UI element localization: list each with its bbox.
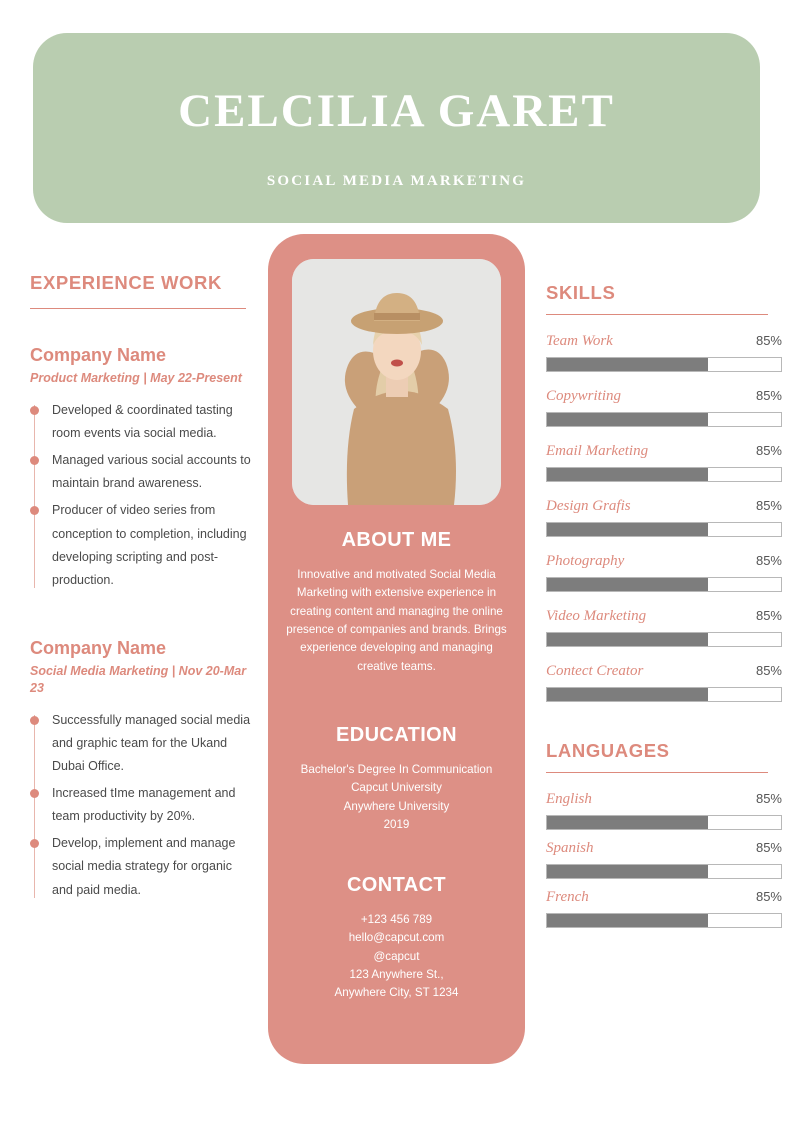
skill-item [546, 388, 782, 427]
experience-item [30, 345, 252, 592]
experience-role: Product Marketing | May 22-Present [30, 371, 242, 385]
skill-percent: 85% [755, 443, 782, 458]
skill-label: Contect Creator [546, 663, 644, 679]
language-percent: 85% [755, 791, 782, 806]
skill-percent: 85% [755, 608, 782, 623]
experience-bullet-list [30, 399, 252, 592]
skill-percent: 85% [755, 663, 782, 678]
education-line: Anywhere University [343, 799, 450, 813]
language-bar [546, 815, 782, 830]
language-bar [546, 864, 782, 879]
education-block [268, 724, 525, 834]
education-lines [268, 761, 525, 834]
experience-company: Company Name [30, 345, 167, 365]
skill-bar [546, 522, 782, 537]
experience-item [30, 638, 252, 902]
profile-card [268, 234, 525, 1064]
contact-title: CONTACT [346, 874, 447, 896]
about-title: ABOUT ME [341, 529, 452, 551]
education-line: Capcut University [351, 781, 442, 795]
list-item: Successfully managed social media and graphic team for the Ukand Dubai Office. [30, 709, 252, 778]
skill-label: Photography [546, 553, 625, 569]
skill-percent: 85% [755, 553, 782, 568]
language-label: English [546, 791, 592, 807]
experience-section [30, 272, 252, 906]
list-item: Increased tIme management and team productivity by 20%. [30, 782, 252, 828]
language-item [546, 840, 782, 879]
skill-label: Email Marketing [546, 443, 649, 459]
header-subtitle: SOCIAL MEDIA MARKETING [266, 173, 527, 189]
skill-bar [546, 577, 782, 592]
experience-company: Company Name [30, 637, 167, 658]
header-banner [33, 33, 760, 223]
languages-divider [546, 772, 768, 773]
list-item: Develop, implement and manage social media strategy for organic and paid media. [30, 832, 252, 901]
list-item: Producer of video series from conception to completion, including developing scripting and post-production. [30, 499, 252, 592]
about-block [268, 529, 525, 676]
skill-label: Team Work [546, 333, 613, 349]
skill-item [546, 663, 782, 702]
education-line: Bachelor's Degree In Communication [300, 763, 493, 776]
experience-divider [30, 308, 246, 309]
language-item [546, 889, 782, 928]
skill-bar [546, 687, 782, 702]
education-title: EDUCATION [335, 724, 457, 746]
contact-lines [268, 911, 525, 1003]
language-label: French [546, 889, 589, 905]
skill-label: Design Grafis [546, 498, 631, 514]
skill-bar [546, 632, 782, 647]
skill-percent: 85% [755, 388, 782, 403]
skill-bar [546, 412, 782, 427]
contact-address-line1: 123 Anywhere St., [349, 967, 444, 981]
contact-email[interactable]: hello@capcut.com [348, 931, 445, 945]
language-bar [546, 913, 782, 928]
list-item: Developed & coordinated tasting room events via social media. [30, 399, 252, 445]
language-item [546, 791, 782, 830]
about-text: Innovative and motivated Social Media Marketing with extensive experience in creating content and managing the online presence of companies and brands. Brings experience developing and managing creative teams. [286, 568, 507, 673]
contact-phone: +123 456 789 [360, 913, 433, 926]
contact-handle[interactable]: @capcut [373, 949, 420, 963]
skill-item [546, 608, 782, 647]
skill-item [546, 498, 782, 537]
experience-bullet-list [30, 709, 252, 902]
skills-section-title: SKILLS [546, 282, 616, 303]
education-line: 2019 [383, 817, 410, 831]
list-item: Managed various social accounts to maintain brand awareness. [30, 449, 252, 495]
languages-section-title: LANGUAGES [546, 740, 670, 761]
skills-section [546, 282, 782, 938]
language-percent: 85% [755, 889, 782, 904]
skill-item [546, 553, 782, 592]
page-title: CELCILIA GARET [178, 85, 615, 137]
contact-address-line2: Anywhere City, ST 1234 [334, 986, 459, 1000]
avatar [292, 259, 501, 505]
skill-bar [546, 467, 782, 482]
experience-section-title: EXPERIENCE WORK [30, 272, 222, 293]
skill-percent: 85% [755, 498, 782, 513]
language-percent: 85% [755, 840, 782, 855]
skill-item [546, 333, 782, 372]
skills-divider [546, 314, 768, 315]
skill-label: Video Marketing [546, 608, 647, 624]
contact-block [268, 874, 525, 1003]
skill-label: Copywriting [546, 388, 622, 404]
language-label: Spanish [546, 840, 594, 856]
skill-item [546, 443, 782, 482]
experience-role: Social Media Marketing | Nov 20-Mar 23 [30, 663, 247, 695]
skill-bar [546, 357, 782, 372]
skill-percent: 85% [755, 333, 782, 348]
